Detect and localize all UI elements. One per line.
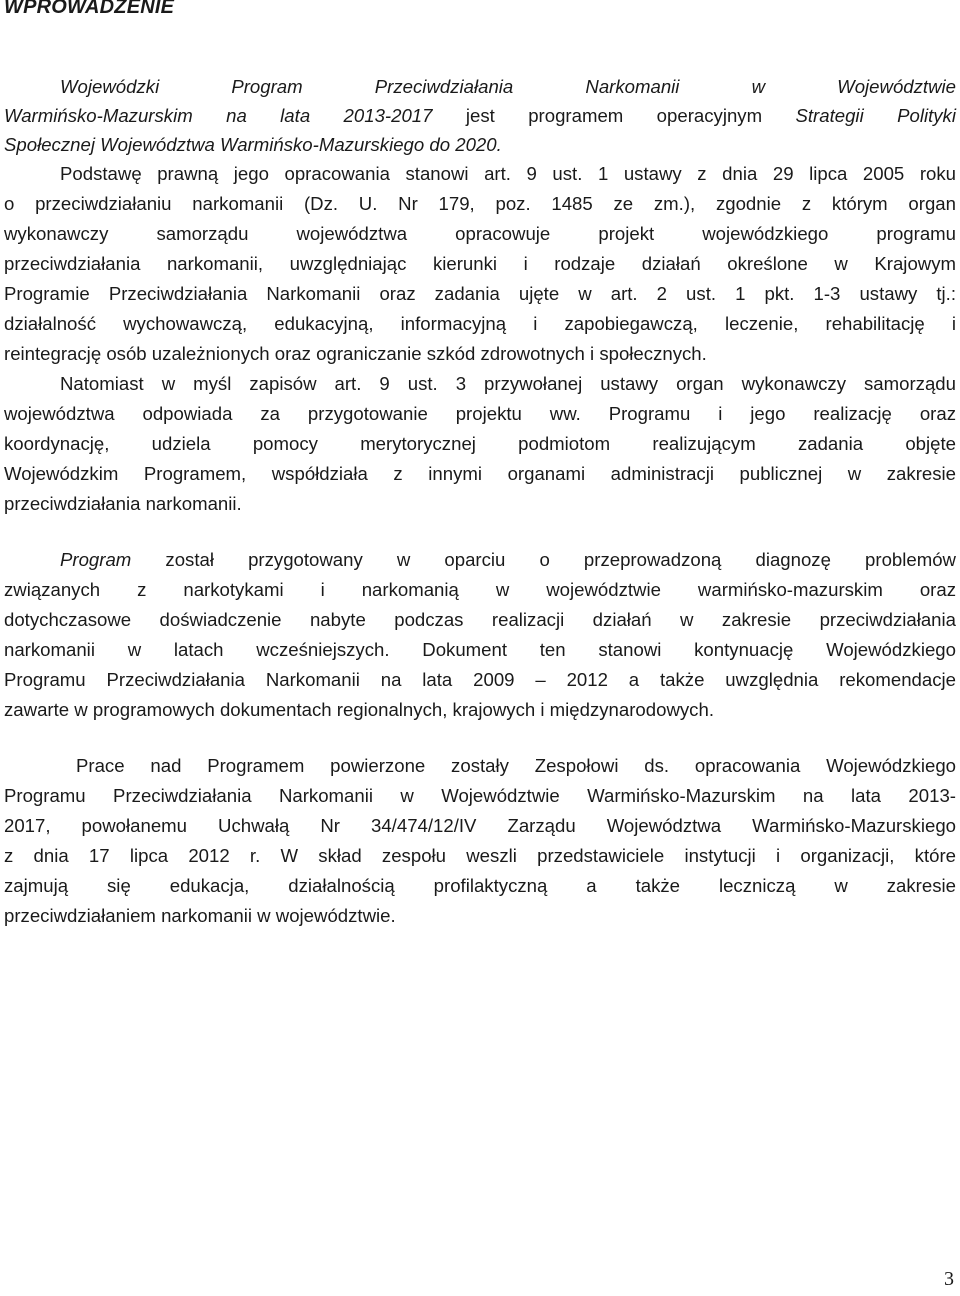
- text-line: [4, 901, 956, 931]
- text-segment: Programu Przeciwdziałania Narkomanii na lata 2009 – 2012 a także uwzględnia rekomendacje: [4, 669, 956, 690]
- text-line: [60, 159, 956, 189]
- text-segment: Warmińsko-Mazurskim na lata 2013-2017: [4, 105, 433, 126]
- text-segment: województwa odpowiada za przygotowanie projektu ww. Programu i jego realizację oraz: [4, 403, 956, 424]
- text-segment: związanych z narkotykami i narkomanią w województwie warmińsko-mazurskim oraz: [4, 579, 956, 600]
- text-segment: Natomiast w myśl zapisów art. 9 ust. 3 przywołanej ustawy organ wykonawczy samorządu: [60, 373, 956, 394]
- page-number: 3: [944, 1268, 954, 1290]
- text-segment: Społecznej Województwa Warmińsko-Mazurskiego do 2020.: [4, 134, 502, 155]
- text-line: [4, 101, 956, 131]
- text-segment: koordynację, udziela pomocy merytorycznej podmiotom realizującym zadania objęte: [4, 433, 956, 454]
- text-line: [4, 665, 956, 695]
- text-segment: Strategii Polityki: [795, 105, 956, 126]
- text-segment: wykonawczy samorządu województwa opracowuje projekt wojewódzkiego programu: [4, 223, 956, 244]
- text-line: [4, 279, 956, 309]
- text-segment: dotychczasowe doświadczenie nabyte podczas realizacji działań w zakresie przeciwdziałania: [4, 609, 956, 630]
- text-segment: 2017, powołanemu Uchwałą Nr 34/474/12/IV Zarządu Województwa Warmińsko-Mazurskiego: [4, 815, 956, 836]
- text-line: [4, 219, 956, 249]
- text-line: [4, 249, 956, 279]
- section-heading: WPROWADZENIE: [4, 0, 175, 18]
- text-segment: Programu Przeciwdziałania Narkomanii w Województwie Warmińsko-Mazurskim na lata 2013-: [4, 785, 956, 806]
- text-segment: Wojewódzki Program Przeciwdziałania Narkomanii w Województwie: [60, 76, 956, 97]
- text-line: [4, 459, 956, 489]
- text-segment: o przeciwdziałaniu narkomanii (Dz. U. Nr 179, poz. 1485 ze zm.), zgodnie z którym organ: [4, 193, 956, 214]
- text-line: [4, 429, 956, 459]
- text-segment: narkomanii w latach wcześniejszych. Dokument ten stanowi kontynuację Wojewódzkiego: [4, 639, 956, 660]
- text-segment: działalność wychowawczą, edukacyjną, informacyjną i zapobiegawczą, leczenie, rehabilitację i: [4, 313, 956, 334]
- text-segment: został przygotowany w oparciu o przeprowadzoną diagnozę problemów: [131, 549, 956, 570]
- text-segment: Program: [60, 549, 132, 570]
- text-line: [60, 545, 956, 575]
- text-line: [4, 130, 956, 160]
- text-line: [4, 605, 956, 635]
- text-line: [60, 369, 956, 399]
- text-line: [4, 575, 956, 605]
- text-segment: jest programem operacyjnym: [432, 105, 796, 126]
- text-line: [4, 399, 956, 429]
- text-line: [4, 841, 956, 871]
- text-line: [4, 635, 956, 665]
- text-segment: Wojewódzkim Programem, współdziała z innymi organami administracji publicznej w zakresie: [4, 463, 956, 484]
- text-segment: zajmują się edukacja, działalnością profilaktyczną a także leczniczą w zakresie: [4, 875, 956, 896]
- text-segment: przeciwdziałaniem narkomanii w województwie.: [4, 905, 396, 926]
- text-segment: Prace nad Programem powierzone zostały Zespołowi ds. opracowania Wojewódzkiego: [76, 755, 956, 776]
- text-segment: reintegrację osób uzależnionych oraz ograniczanie szkód zdrowotnych i społecznych.: [4, 343, 707, 364]
- text-line: [76, 751, 956, 781]
- text-line: [4, 309, 956, 339]
- text-segment: Programie Przeciwdziałania Narkomanii oraz zadania ujęte w art. 2 ust. 1 pkt. 1-3 ustawy tj.:: [4, 283, 956, 304]
- text-segment: przeciwdziałania narkomanii, uwzględniając kierunki i rodzaje działań określone w Krajowym: [4, 253, 956, 274]
- text-segment: z dnia 17 lipca 2012 r. W skład zespołu weszli przedstawiciele instytucji i organizacji, które: [4, 845, 956, 866]
- text-segment: przeciwdziałania narkomanii.: [4, 493, 242, 514]
- text-line: [4, 695, 956, 725]
- text-line: [4, 811, 956, 841]
- text-line: [4, 339, 956, 369]
- text-line: [4, 871, 956, 901]
- text-line: [4, 781, 956, 811]
- text-line: [4, 489, 956, 519]
- text-line: [60, 72, 956, 102]
- text-segment: Podstawę prawną jego opracowania stanowi art. 9 ust. 1 ustawy z dnia 29 lipca 2005 roku: [60, 163, 956, 184]
- text-line: [4, 189, 956, 219]
- text-segment: zawarte w programowych dokumentach regionalnych, krajowych i międzynarodowych.: [4, 699, 714, 720]
